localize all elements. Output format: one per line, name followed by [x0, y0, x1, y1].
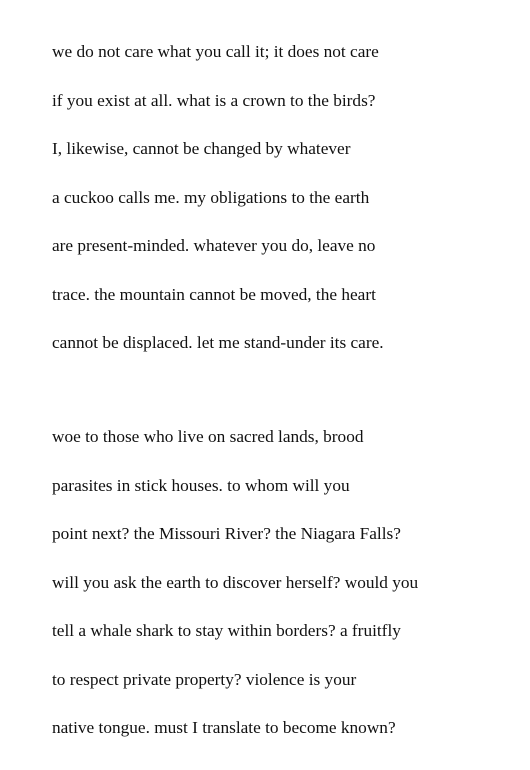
poem-line: are present-minded. whatever you do, leave no [52, 236, 376, 255]
poem-line: native tongue. must I translate to become known? [52, 718, 396, 737]
poem-line: cannot be displaced. let me stand-under its care. [52, 333, 384, 352]
poem-line: point next? the Missouri River? the Niagara Falls? [52, 524, 401, 543]
poem-line: to respect private property? violence is your [52, 669, 357, 689]
stanza-2 [52, 413, 418, 753]
poem-line: parasites in stick houses. to whom will you [52, 475, 350, 495]
poem-line: will you ask the earth to discover herself? would you [52, 572, 419, 592]
poem-line: woe to those who live on sacred lands, brood [52, 427, 364, 446]
stanza-1 [52, 28, 384, 368]
poem-line: a cuckoo calls me. my obligations to the earth [52, 187, 370, 207]
poem-line: we do not care what you call it; it does not care [52, 42, 379, 61]
poem-line: I, likewise, cannot be changed by whatever [52, 139, 351, 158]
poem-line: tell a whale shark to stay within borders? a fruitfly [52, 621, 401, 640]
poem-line: if you exist at all. what is a crown to the birds? [52, 90, 376, 110]
poem-line: trace. the mountain cannot be moved, the heart [52, 284, 376, 304]
